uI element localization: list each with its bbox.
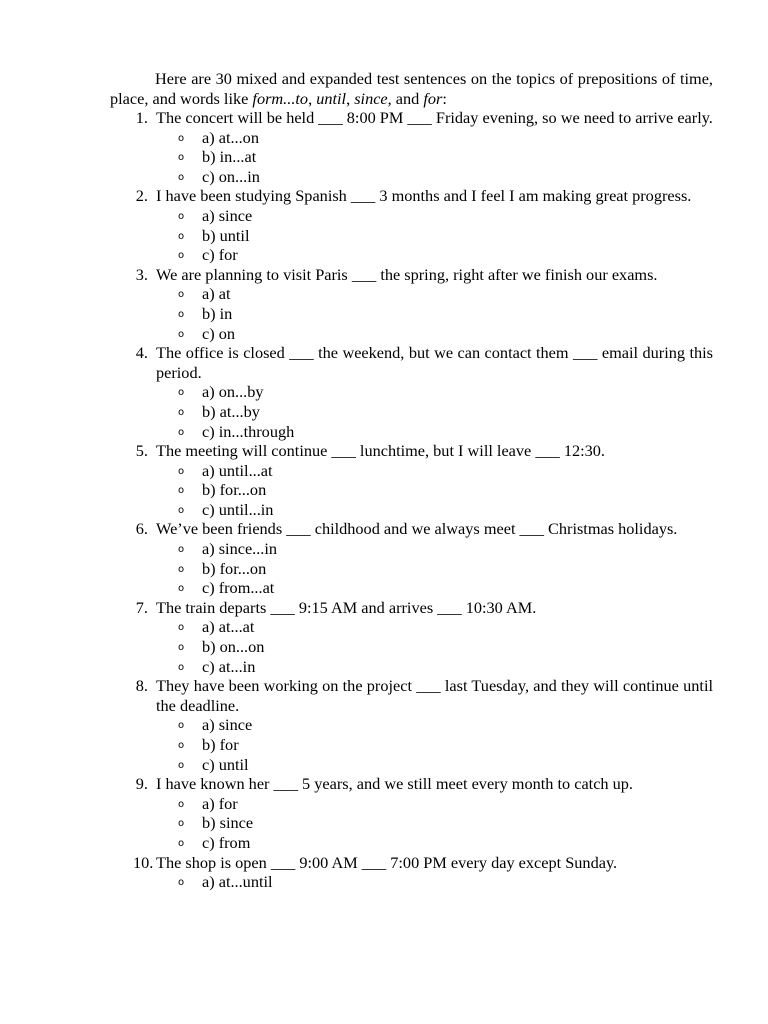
option-text: c) for	[202, 245, 238, 265]
option-item	[178, 617, 768, 637]
question-number: 4.	[135, 343, 148, 363]
hollow-bullet-icon: o	[178, 837, 185, 849]
question-item	[0, 774, 768, 852]
question-text: They have been working on the project ___ last Tuesday, and they will continue until the deadline.	[156, 676, 713, 715]
intro-text: Here are 30 mixed and expanded test sentences on the topics of prepositions of time, place, and words like	[110, 69, 713, 108]
hollow-bullet-icon: o	[178, 622, 185, 634]
option-text: b) for...on	[202, 558, 267, 578]
intro-italic-since: since	[354, 88, 388, 108]
option-text: a) since...in	[202, 539, 278, 559]
option-list	[0, 539, 768, 598]
question-list	[0, 108, 768, 892]
question-text: We’ve been friends ___ childhood and we always meet ___ Christmas holidays.	[156, 519, 678, 539]
option-text: c) until	[202, 754, 249, 774]
question-number: 1.	[135, 108, 148, 127]
option-text: a) at...at	[202, 617, 255, 637]
hollow-bullet-icon: o	[178, 563, 185, 575]
option-item	[178, 460, 768, 481]
option-item	[178, 754, 768, 775]
option-list	[0, 794, 768, 853]
option-text: a) at	[202, 284, 231, 304]
option-text: b) on...on	[202, 637, 265, 657]
intro-colon: :	[442, 88, 447, 108]
hollow-bullet-icon: o	[178, 759, 185, 771]
option-item	[178, 832, 768, 853]
question-number: 2.	[135, 186, 148, 206]
intro-separator: ,	[346, 88, 355, 108]
intro-separator: ,	[308, 88, 317, 108]
question-number: 7.	[135, 597, 148, 617]
option-text: c) on	[202, 323, 235, 343]
question-number: 10.	[133, 852, 154, 872]
hollow-bullet-icon: o	[178, 250, 185, 262]
question-item	[0, 598, 768, 676]
hollow-bullet-icon: o	[178, 661, 185, 673]
hollow-bullet-icon: o	[178, 171, 185, 183]
option-text: a) at...on	[202, 127, 259, 147]
intro-italic-for: for	[423, 88, 443, 108]
option-text: c) from...at	[202, 578, 275, 598]
option-list	[0, 872, 768, 892]
option-item	[178, 284, 768, 304]
intro-italic-until: until	[316, 88, 347, 108]
hollow-bullet-icon: o	[178, 504, 185, 516]
question-item	[0, 676, 768, 774]
question-text: The train departs ___ 9:15 AM and arrives ___ 10:30 AM.	[156, 597, 537, 617]
option-item	[178, 480, 768, 500]
option-item	[178, 382, 768, 402]
hollow-bullet-icon: o	[178, 877, 185, 889]
question-text: We are planning to visit Paris ___ the spring, right after we finish our exams.	[156, 264, 658, 284]
question-text: The office is closed ___ the weekend, but we can contact them ___ email during this period.	[156, 343, 713, 382]
option-item	[178, 813, 768, 833]
question-item	[0, 265, 768, 343]
intro-italic-from-to: form...to	[252, 88, 309, 108]
option-item	[178, 872, 768, 892]
option-list	[0, 461, 768, 520]
option-item	[178, 205, 768, 226]
intro-paragraph	[110, 69, 713, 108]
hollow-bullet-icon: o	[178, 152, 185, 164]
option-text: b) for...on	[202, 480, 267, 500]
option-item	[178, 323, 768, 344]
hollow-bullet-icon: o	[178, 387, 185, 399]
option-item	[178, 793, 768, 814]
option-text: b) in...at	[202, 147, 257, 167]
option-item	[178, 656, 768, 677]
option-item	[178, 127, 768, 148]
option-text: c) on...in	[202, 166, 260, 186]
option-item	[178, 735, 768, 755]
question-number: 5.	[135, 441, 148, 461]
hollow-bullet-icon: o	[178, 642, 185, 654]
hollow-bullet-icon: o	[178, 406, 185, 418]
question-text: I have been studying Spanish ___ 3 months and I feel I am making great progress.	[156, 186, 692, 206]
question-text: The concert will be held ___ 8:00 PM ___ Friday evening, so we need to arrive early.	[156, 108, 713, 127]
option-text: a) for	[202, 793, 238, 813]
hollow-bullet-icon: o	[178, 544, 185, 556]
option-text: b) at...by	[202, 401, 260, 421]
option-text: b) since	[202, 813, 254, 833]
option-item	[178, 147, 768, 167]
hollow-bullet-icon: o	[178, 818, 185, 830]
hollow-bullet-icon: o	[178, 308, 185, 320]
hollow-bullet-icon: o	[178, 426, 185, 438]
option-item	[178, 499, 768, 520]
option-item	[178, 225, 768, 246]
hollow-bullet-icon: o	[178, 485, 185, 497]
option-item	[178, 401, 768, 422]
option-item	[178, 166, 768, 187]
option-text: c) from	[202, 832, 251, 852]
option-list	[0, 284, 768, 343]
option-text: c) at...in	[202, 656, 256, 676]
hollow-bullet-icon: o	[178, 583, 185, 595]
option-item	[178, 715, 768, 735]
option-text: c) until...in	[202, 499, 274, 519]
question-item	[0, 853, 768, 892]
question-number: 3.	[135, 264, 148, 284]
option-item	[178, 245, 768, 265]
question-text: The shop is open ___ 9:00 AM ___ 7:00 PM every day except Sunday.	[156, 852, 618, 872]
option-list	[0, 128, 768, 187]
hollow-bullet-icon: o	[178, 740, 185, 751]
intro-separator: , and	[387, 88, 424, 108]
question-text: The meeting will continue ___ lunchtime, but I will leave ___ 12:30.	[156, 441, 605, 461]
hollow-bullet-icon: o	[178, 230, 185, 242]
option-text: c) in...through	[202, 421, 295, 441]
option-item	[178, 637, 768, 657]
option-text: a) since	[202, 205, 253, 225]
question-item	[0, 108, 768, 186]
option-text: b) in	[202, 303, 233, 323]
option-list	[0, 382, 768, 441]
hollow-bullet-icon: o	[178, 289, 185, 301]
hollow-bullet-icon: o	[178, 210, 185, 222]
option-item	[178, 539, 768, 559]
question-item	[0, 186, 768, 264]
option-text: b) until	[202, 225, 250, 245]
hollow-bullet-icon: o	[178, 720, 185, 732]
option-text: a) on...by	[202, 382, 264, 402]
option-text: a) at...until	[202, 872, 273, 892]
question-item	[0, 441, 768, 519]
option-item	[178, 558, 768, 579]
option-text: a) since	[202, 715, 253, 735]
hollow-bullet-icon: o	[178, 132, 185, 144]
option-item	[178, 578, 768, 598]
question-number: 6.	[135, 519, 148, 539]
hollow-bullet-icon: o	[178, 465, 185, 477]
question-number: 9.	[135, 774, 148, 794]
hollow-bullet-icon: o	[178, 328, 185, 340]
option-list	[0, 715, 768, 774]
option-list	[0, 617, 768, 676]
option-item	[178, 303, 768, 324]
question-item	[0, 343, 768, 441]
question-text: I have known her ___ 5 years, and we still meet every month to catch up.	[156, 774, 633, 794]
option-text: a) until...at	[202, 460, 273, 480]
question-number: 8.	[135, 676, 148, 696]
option-item	[178, 421, 768, 442]
option-list	[0, 206, 768, 265]
option-text: b) for	[202, 735, 239, 754]
hollow-bullet-icon: o	[178, 798, 185, 810]
question-item	[0, 519, 768, 597]
